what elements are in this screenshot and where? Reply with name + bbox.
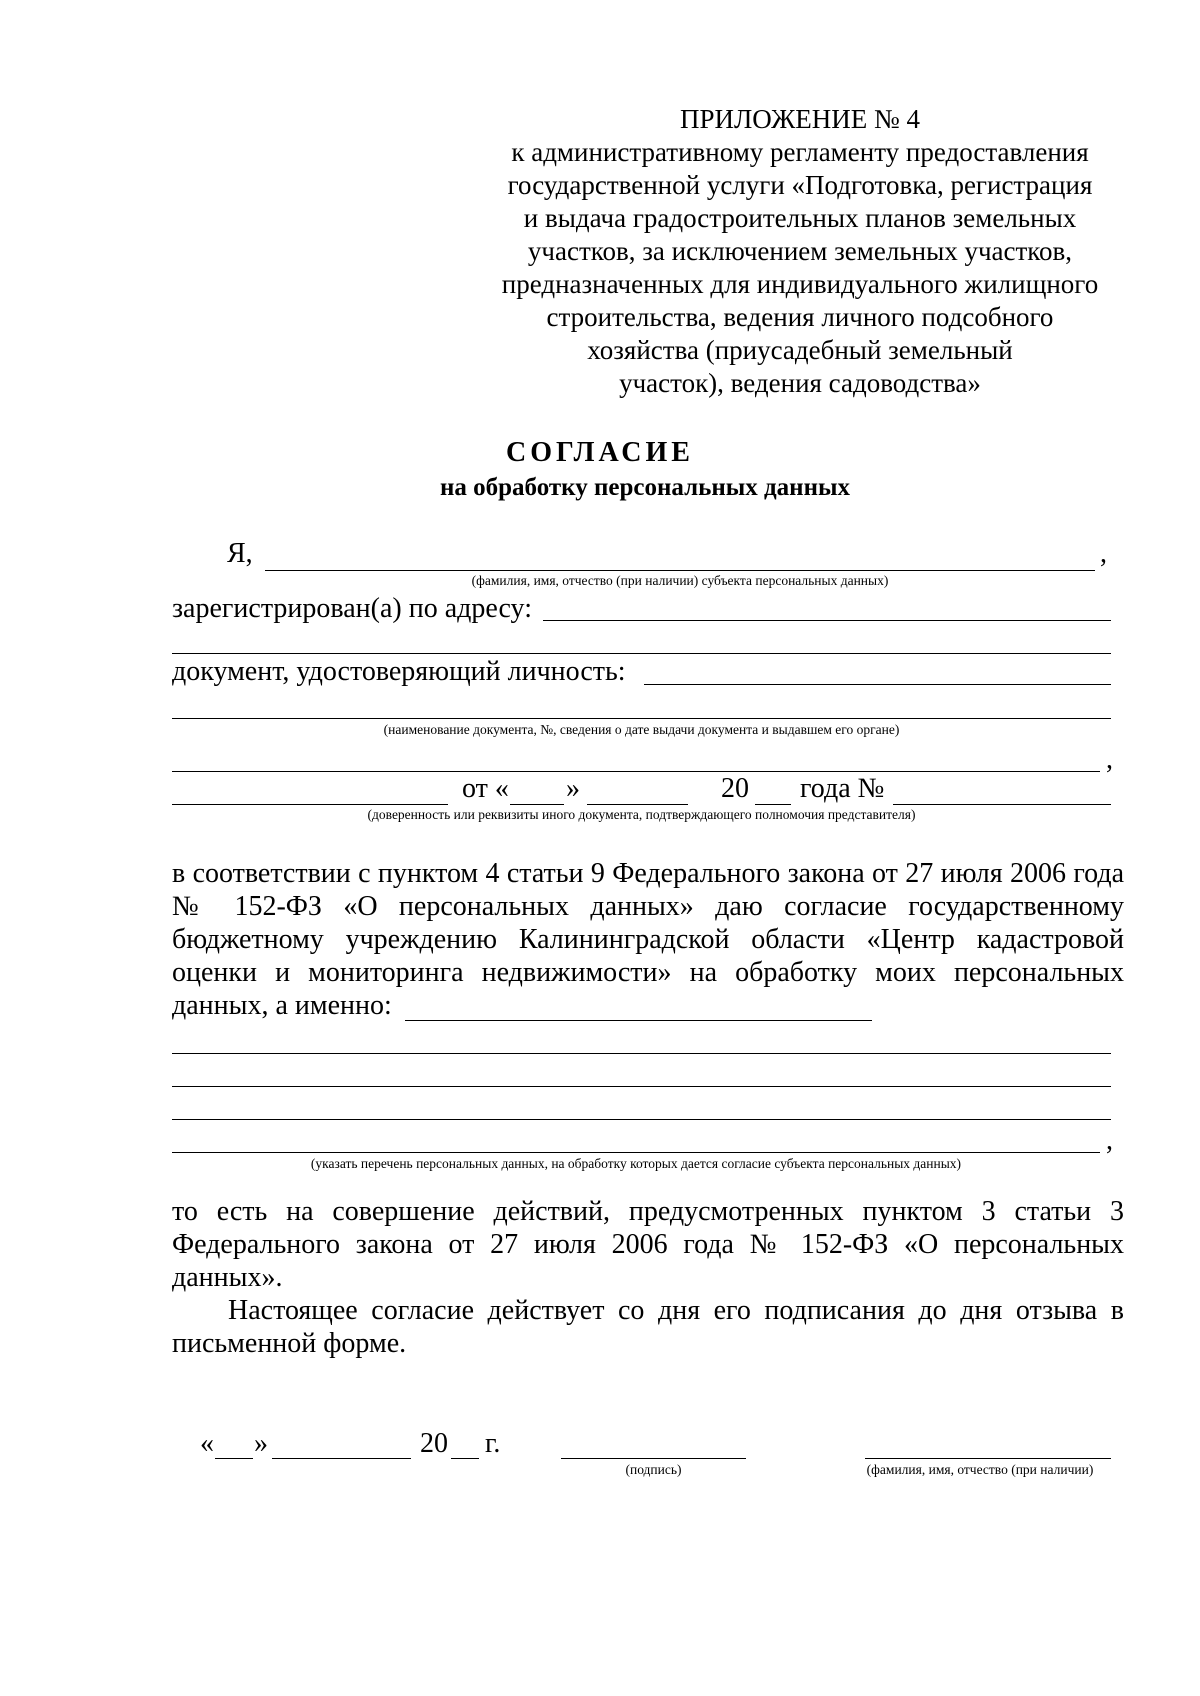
header-line: государственной услуги «Подготовка, регистрация [507,170,1093,200]
header-line: к административному регламенту предоставления [511,137,1089,167]
address-field[interactable] [543,620,1111,621]
signer-name-field[interactable] [865,1458,1111,1459]
proxy-month-field[interactable] [587,804,688,805]
document-field[interactable] [644,684,1111,685]
document-field-continued[interactable] [172,718,1111,719]
proxy-number-field[interactable] [893,804,1111,805]
quote-close: » [566,773,580,804]
fio-caption: (фамилия, имя, отчество (при наличии) субъекта персональных данных) [471,573,889,588]
validity-line: Настоящее согласие действует со дня его подписания до дня отзыва в [228,1295,1124,1326]
validity-line-last: письменной форме. [172,1328,407,1359]
ya-label: Я, [227,538,253,569]
proxy-year-field[interactable] [755,804,791,805]
year-prefix: 20 [721,773,749,804]
document-subtitle: на обработку персональных данных [440,474,850,501]
header-line: строительства, ведения личного подсобного [546,302,1054,332]
from-label: от « [462,773,509,804]
consent-line: бюджетному учреждению Калининградской области «Центр кадастровой [172,924,1124,955]
consent-line-last: данных, а именно: [172,990,392,1021]
sign-day-field[interactable] [215,1458,253,1459]
sign-quote-open: « [200,1428,214,1459]
consent-line: № 152-ФЗ «О персональных данных» даю согласие государственному [172,891,1124,922]
document-label: документ, удостоверяющий личность: [172,656,626,687]
personal-data-caption: (указать перечень персональных данных, на обработку которых дается согласие субъекта персональных данных) [310,1156,962,1171]
proxy-caption: (доверенность или реквизиты иного документа, подтверждающего полномочия представителя) [367,807,916,822]
sign-month-field[interactable] [272,1458,411,1459]
document-field-extra[interactable] [172,771,1100,772]
proxy-field[interactable] [172,804,448,805]
signer-name-caption: (фамилия, имя, отчество (при наличии) [866,1462,1094,1477]
signature-caption: (подпись) [625,1462,682,1477]
actions-line: то есть на совершение действий, предусмотренных пунктом 3 статьи 3 [172,1196,1124,1227]
comma: , [1106,1125,1113,1156]
proxy-day-field[interactable] [510,804,564,805]
consent-line: оценки и мониторинга недвижимости» на обработку моих персональных [172,957,1124,988]
personal-data-field-3[interactable] [172,1086,1111,1087]
header-line: и выдача градостроительных планов земельных [523,203,1077,233]
consent-line: в соответствии с пунктом 4 статьи 9 Федерального закона от 27 июля 2006 года [172,858,1124,889]
appendix-number: ПРИЛОЖЕНИЕ № 4 [679,104,921,134]
signature-field[interactable] [561,1458,746,1459]
address-label: зарегистрирован(а) по адресу: [172,593,532,624]
document-caption: (наименование документа, №, сведения о дате выдачи документа и выдавшем его органе) [383,722,900,737]
sign-year-field[interactable] [451,1458,479,1459]
sign-g: г. [485,1428,501,1459]
sign-year-prefix: 20 [420,1428,448,1459]
comma: , [1106,744,1113,775]
actions-line-last: данных». [172,1262,283,1293]
personal-data-field[interactable] [405,1020,872,1021]
sign-quote-close: » [254,1428,268,1459]
address-field-continued[interactable] [172,653,1111,654]
header-line: предназначенных для индивидуального жилищного [501,269,1099,299]
personal-data-field-2[interactable] [172,1053,1111,1054]
comma: , [1100,538,1107,569]
header-line: участков, за исключением земельных участков, [527,236,1073,266]
fio-field[interactable] [265,570,1095,571]
header-line: участок), ведения садоводства» [619,368,981,398]
header-line: хозяйства (приусадебный земельный [587,335,1013,365]
personal-data-field-4[interactable] [172,1119,1111,1120]
personal-data-field-5[interactable] [172,1152,1100,1153]
document-title: СОГЛАСИЕ [506,437,694,468]
actions-line: Федерального закона от 27 июля 2006 года № 152-ФЗ «О персональных [172,1229,1124,1260]
goda-number-label: года № [800,773,885,804]
